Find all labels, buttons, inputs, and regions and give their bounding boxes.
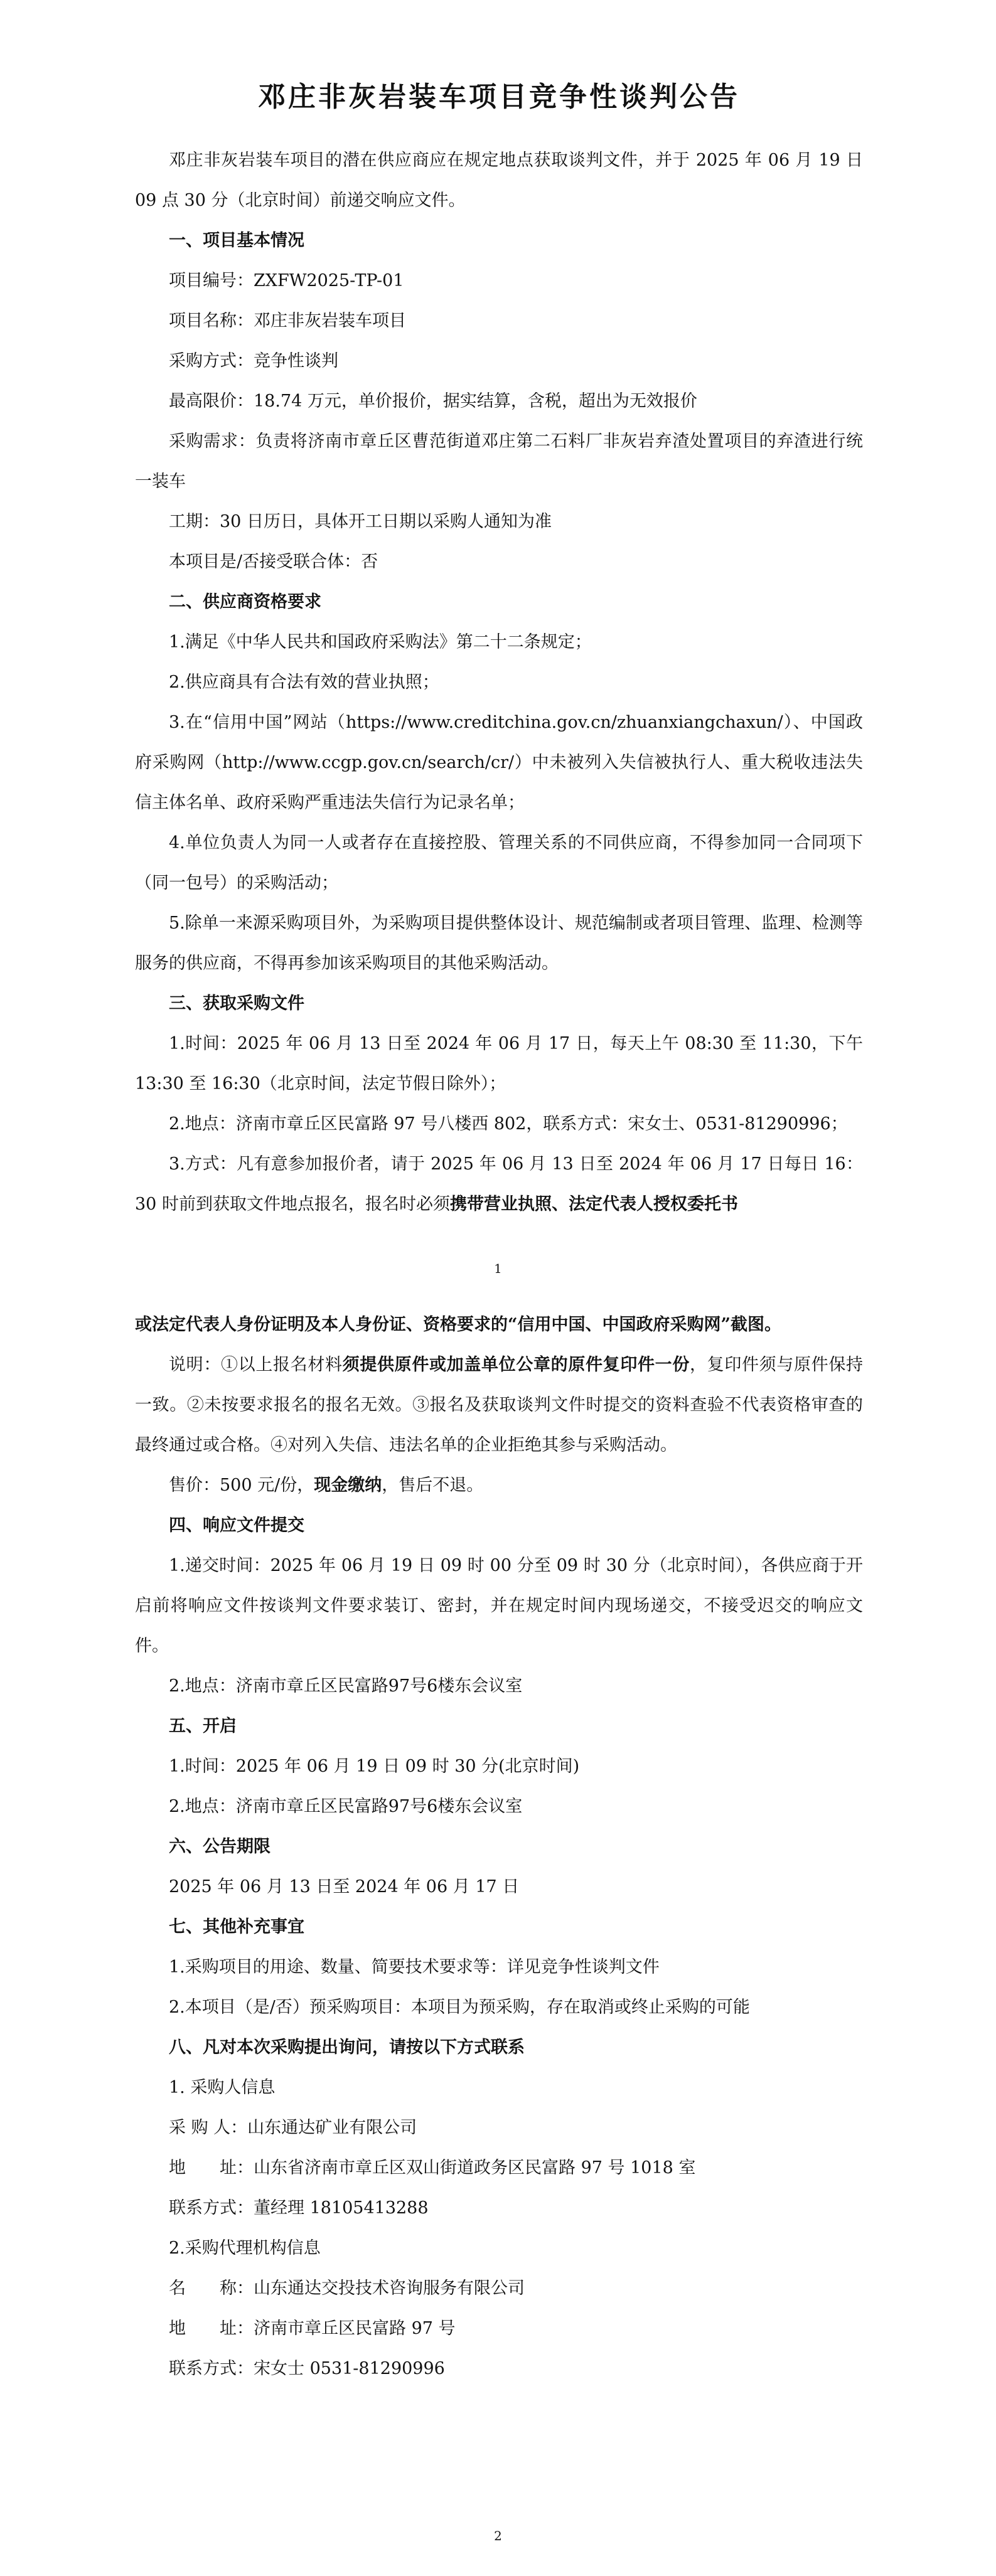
requirement-2: 2.供应商具有合法有效的营业执照； (169, 673, 439, 692)
requirement-3: 3.在“信用中国”网站（https://www.creditchina.gov.cn/zhuanxiangchaxun/）、中国政府采购网（http://www.ccgp.gov.cn/search/cr/）中未被列入失信被执行人、重大税收违法失信主体名单、政府采购严重违法失信行为记录名单； (135, 713, 863, 812)
requirement-1: 1.满足《中华人民共和国政府采购法》第二十二条规定； (169, 632, 592, 652)
price-text-c: ，售后不退。 (382, 1476, 484, 1495)
page-2 (0, 1305, 996, 2576)
section-7-heading: 七、其他补充事宜 (169, 1917, 304, 1937)
section-8-heading: 八、凡对本次采购提出询问，请按以下方式联系 (169, 2038, 525, 2057)
submission-location: 2.地点：济南市章丘区民富路97号6楼东会议室 (169, 1676, 523, 1696)
get-method-text: 3.方式：凡有意参加报价者，请于 2025 年 06 月 13 日至 2024 年 06 月 17 日每日 16：30 时前到获取文件地点报名，报名时必须 (135, 1154, 863, 1214)
note-emphasis: 须提供原件或加盖单位公章的原件复印件一份 (342, 1355, 690, 1375)
section-2-heading: 二、供应商资格要求 (169, 592, 321, 612)
opening-time: 1.时间：2025 年 06 月 19 日 09 时 30 分(北京时间) (169, 1757, 580, 1776)
project-name: 项目名称：邓庄非灰岩装车项目 (169, 311, 406, 331)
price-line (135, 1466, 863, 1506)
page-2-content (135, 1305, 863, 2389)
get-method (135, 1144, 863, 1225)
procurement-demand: 采购需求：负责将济南市章丘区曹范街道邓庄第二石料厂非灰岩弃渣处置项目的弃渣进行统一装车 (135, 432, 863, 491)
note-text-c: ，复印件须与原件保持一致。②未按要求报名的报名无效。③报名及获取谈判文件时提交的资料查验不代表资格审查的最终通过或合格。④对列入失信、违法名单的企业拒绝其参与采购活动。 (135, 1355, 864, 1455)
requirement-4: 4.单位负责人为同一人或者存在直接控股、管理关系的不同供应商，不得参加同一合同项下（同一包号）的采购活动； (135, 833, 863, 893)
price-text-a: 售价：500 元/份， (169, 1476, 314, 1495)
purchaser-contact: 联系方式：董经理 18105413288 (169, 2198, 429, 2218)
purchaser-address: 地 址：山东省济南市章丘区双山街道政务区民富路 97 号 1018 室 (169, 2158, 696, 2178)
agency-name: 名 称：山东通达交投技术咨询服务有限公司 (169, 2279, 525, 2298)
note-paragraph (135, 1345, 863, 1466)
opening-location: 2.地点：济南市章丘区民富路97号6楼东会议室 (169, 1797, 523, 1816)
purchaser-info-title: 1. 采购人信息 (169, 2078, 276, 2097)
project-number: 项目编号：ZXFW2025-TP-01 (169, 271, 404, 290)
section-3-heading: 三、获取采购文件 (169, 994, 304, 1013)
agency-info-title: 2.采购代理机构信息 (169, 2238, 321, 2258)
get-time: 1.时间：2025 年 06 月 13 日至 2024 年 06 月 17 日，每天上午 08:30 至 11:30，下午 13:30 至 16:30（北京时间，法定节假日除外）； (135, 1034, 863, 1094)
document-title: 邓庄非灰岩装车项目竞争性谈判公告 (258, 81, 740, 113)
section-6-heading: 六、公告期限 (169, 1837, 270, 1856)
other-item-2: 2.本项目（是/否）预采购项目：本项目为预采购，存在取消或终止采购的可能 (169, 1998, 750, 2017)
get-location: 2.地点：济南市章丘区民富路 97 号八楼西 802，联系方式：宋女士、0531-81290996； (169, 1114, 848, 1134)
requirement-5: 5.除单一来源采购项目外，为采购项目提供整体设计、规范编制或者项目管理、监理、检测等服务的供应商，不得再参加该采购项目的其他采购活动。 (135, 913, 863, 973)
section-5-heading: 五、开启 (169, 1716, 237, 1736)
page-number-2: 2 (494, 2528, 502, 2543)
other-item-1: 1.采购项目的用途、数量、简要技术要求等：详见竞争性谈判文件 (169, 1957, 660, 1977)
work-period: 工期：30 日历日，具体开工日期以采购人通知为准 (169, 512, 552, 531)
purchaser-name: 采 购 人：山东通达矿业有限公司 (169, 2118, 417, 2137)
page-1-content (135, 74, 863, 1225)
section-4-heading: 四、响应文件提交 (169, 1516, 304, 1535)
page-number-1: 1 (494, 1261, 502, 1276)
submission-time: 1.递交时间：2025 年 06 月 19 日 09 时 00 分至 09 时 30 分（北京时间），各供应商于开启前将响应文件按谈判文件要求装订、密封，并在规定时间内现场递交，不接受迟交的响应文件。 (135, 1556, 863, 1656)
agency-contact: 联系方式：宋女士 0531-81290996 (169, 2359, 445, 2378)
consortium: 本项目是/否接受联合体：否 (169, 552, 378, 572)
agency-address: 地 址：济南市章丘区民富路 97 号 (169, 2319, 456, 2338)
price-emphasis: 现金缴纳 (314, 1476, 382, 1495)
max-price: 最高限价：18.74 万元，单价报价，据实结算，含税，超出为无效报价 (169, 391, 697, 411)
intro-paragraph: 邓庄非灰岩装车项目的潜在供应商应在规定地点获取谈判文件，并于 2025 年 06 月 19 日 09 点 30 分（北京时间）前递交响应文件。 (135, 151, 863, 210)
procurement-method: 采购方式：竞争性谈判 (169, 351, 338, 371)
get-method-emphasis: 携带营业执照、法定代表人授权委托书 (449, 1195, 738, 1214)
note-text-a: 说明：①以上报名材料 (169, 1355, 343, 1375)
section-1-heading: 一、项目基本情况 (169, 231, 304, 250)
announcement-period: 2025 年 06 月 13 日至 2024 年 06 月 17 日 (169, 1877, 520, 1897)
get-method-continued: 或法定代表人身份证明及本人身份证、资格要求的“信用中国、中国政府采购网”截图。 (135, 1315, 782, 1334)
